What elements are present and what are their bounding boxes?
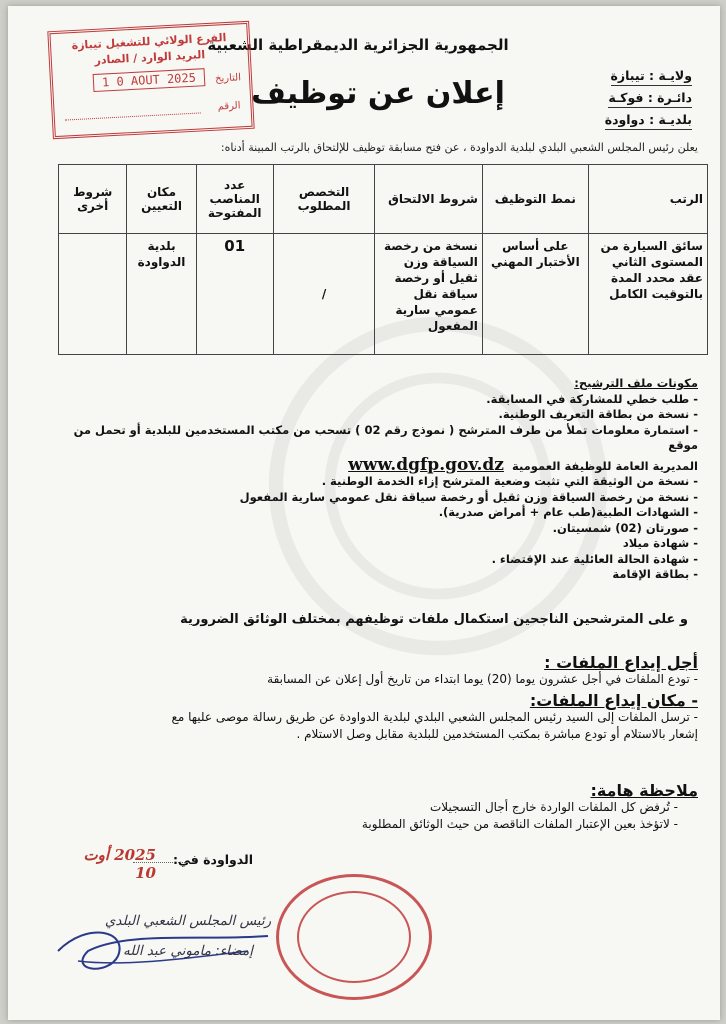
list-item: - استمارة معلومات تملأ من طرف المترشح ( نموذج رقم 02 ) تسحب من مكتب المستخدمين للبلدية أو تحمل من موقع [73, 422, 698, 452]
list-item: - نسخة من رخصة السياقة وزن ثقيل أو رخصة سياقة نقل عمومي سارية المفعول [239, 489, 698, 504]
issue-date: 2025 أوت 10 [83, 846, 156, 882]
wilaya-label: ولايـة : تيبازة [611, 66, 693, 86]
header-conditions: شروط الالتحاق [375, 165, 482, 234]
daira-label: دائـرة : فوكـة [608, 88, 692, 108]
baladiya-label: بلديـة : دواودة [605, 110, 692, 130]
cell-positions: 01 [196, 234, 273, 355]
positions-table [58, 164, 708, 355]
deposit-place-title: - مكان إيداع الملفات: [529, 691, 698, 710]
page-title: إعلان عن توظيف [251, 76, 505, 111]
list-item: - نسخة من الوثيقة التي تثبت وضعية المترشح إزاء الخدمة الوطنية . [321, 474, 698, 488]
important-note [68, 782, 698, 833]
header-mode: نمط التوظيف [482, 165, 588, 234]
intro-text: يعلن رئيس المجلس الشعبي البلدي لبلدية الدواودة ، عن فتح مسابقة توظيف للإلتحاق بالرتب المبينة أدناه: [220, 141, 698, 154]
list-item: - تُرفض كل الملفات الواردة خارج أجال التسجيلات [430, 800, 678, 814]
header-rank: الرتب [588, 165, 707, 234]
deadline-text: - تودع الملفات في أجل عشرون يوما (20) يوما ابتداء من تاريخ أول إعلان عن المسابقة [267, 672, 698, 686]
list-item: - نسخة من بطاقة التعريف الوطنية. [498, 407, 698, 421]
official-seal [276, 874, 432, 1000]
signatory-name: إمضاء: ماموني عبد الله [123, 943, 253, 959]
document-page [8, 6, 720, 1020]
docs-title: مكونات ملف الترشيح: [574, 376, 698, 390]
stamp-date: 1 0 AOUT 2025 [93, 68, 206, 92]
note-title: ملاحظة هامة: [590, 781, 698, 800]
deposit-place-text-2: إشعار بالاستلام أو تودع مباشرة بمكتب المستخدمين للبلدية مقابل وصل الاستلام . [296, 727, 698, 741]
reception-stamp [47, 21, 254, 139]
header-positions: عدد المناصب المفتوحة [196, 165, 273, 234]
application-documents [68, 376, 698, 583]
stamp-number-label: الرقم [217, 100, 241, 113]
header-other: شروط أخرى [59, 165, 127, 234]
signatory-title: رئيس المجلس الشعبي البلدي [104, 913, 272, 929]
list-item-website-line [68, 454, 698, 475]
list-item: - طلب خطي للمشاركة في المسابقة. [486, 391, 698, 406]
deadline-section [68, 654, 698, 743]
list-item: - صورتان (02) شمسيتان. [552, 520, 698, 535]
stamp-number-line [65, 112, 201, 120]
list-item: - شهادة الحالة العائلية عند الإقتضاء . [491, 551, 698, 566]
header-place: مكان التعيين [127, 165, 196, 234]
cell-specialty: / [273, 234, 375, 355]
table-header-row [59, 165, 708, 234]
list-item: - الشهادات الطبية(طب عام + أمراض صدرية). [438, 505, 698, 519]
cell-mode: على أساس الأختبار المهني [482, 234, 588, 355]
final-note: و على المترشحين الناجحين استكمال ملفات توظيفهم بمختلف الوثائق الضرورية [180, 612, 688, 627]
cell-rank: سائق السيارة من المستوى الثاني عقد محدد المدة بالتوقيت الكامل [588, 234, 707, 355]
stamp-date-label: التاريخ [214, 72, 242, 85]
cell-place: بلدية الدواودة [127, 234, 196, 355]
cell-other [59, 234, 127, 355]
cell-conditions: نسخة من رخصة السياقة وزن ثقيل أو رخصة سياقة نقل عمومي سارية المفعول [375, 234, 482, 355]
issue-place: الدواودة في: [173, 852, 253, 867]
website-link[interactable]: www.dgfp.gov.dz [348, 454, 504, 475]
directorate-label: المديرية العامة للوظيفة العمومية [511, 458, 698, 473]
table-row [59, 234, 708, 355]
deadline-title: أجل إيداع الملفات : [544, 653, 698, 672]
signatory-block [88, 906, 288, 966]
admin-header [552, 66, 692, 132]
republic-header: الجمهورية الجزائرية الديمقراطية الشعبية [207, 36, 509, 54]
deposit-place-text-1: - ترسل الملفات إلى السيد رئيس المجلس الشعبي البلدي لبلدية الدواودة عن طريق رسالة موصى عليها مع [171, 710, 698, 724]
list-item: - لاتؤخذ بعين الإعتبار الملفات الناقصة من حيث الوثائق المطلوبة [361, 817, 678, 831]
header-specialty: التخصص المطلوب [273, 165, 375, 234]
list-item: - شهادة ميلاد [622, 536, 698, 550]
stamp-line1: الفرع الولائي للتشغيل تيبازة [71, 31, 227, 53]
seal-inner-ring [297, 891, 411, 983]
stamp-line2: البريد الوارد / الصادر [94, 48, 206, 67]
list-item: - بطاقة الإقامة [612, 567, 698, 581]
